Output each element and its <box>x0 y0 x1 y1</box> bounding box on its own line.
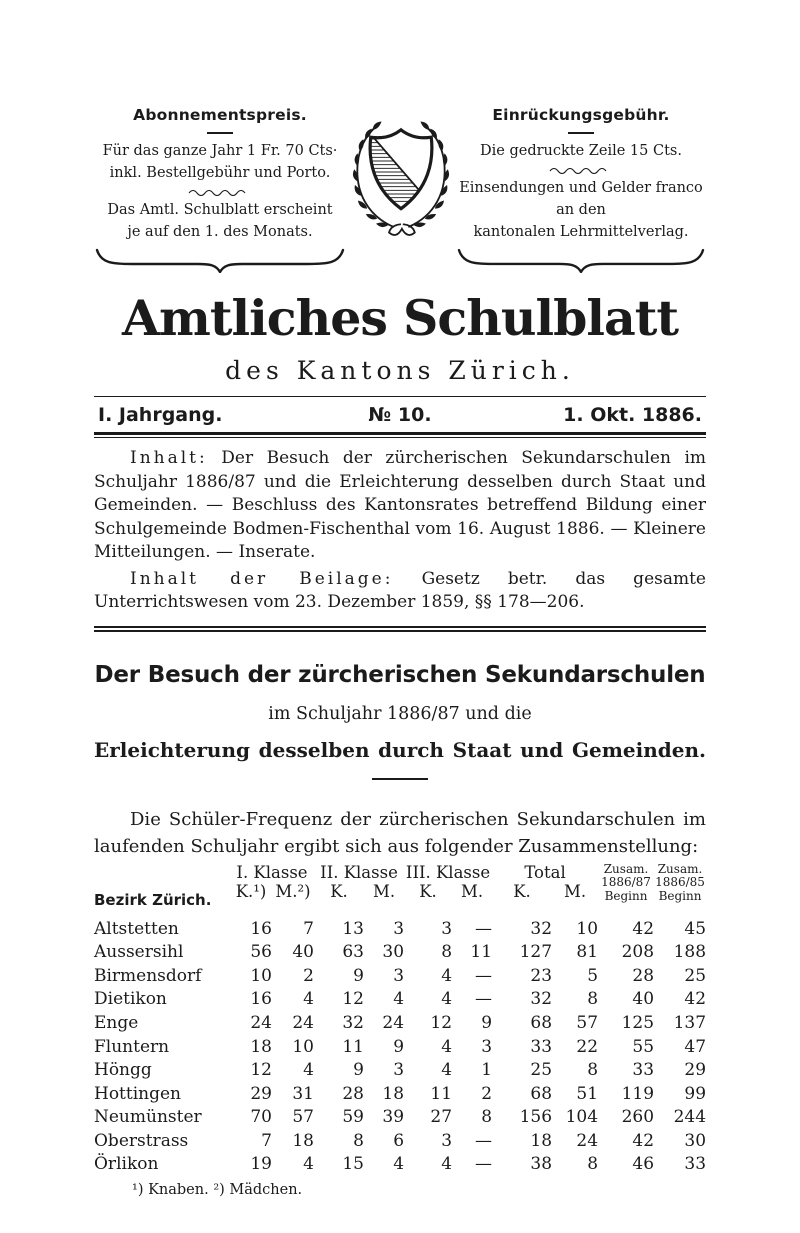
article-subhead: im Schuljahr 1886/87 und die <box>268 704 532 725</box>
cell-value: 125 <box>621 1012 655 1033</box>
cell-value: 9 <box>393 1036 405 1057</box>
table-header-row <box>94 863 706 882</box>
cell-value: 4 <box>441 1036 453 1057</box>
cell-value: 2 <box>481 1083 493 1104</box>
cell-value: 38 <box>530 1154 553 1175</box>
cell-value: 28 <box>342 1083 364 1104</box>
col-group-klasse2: II. Klasse <box>320 862 398 882</box>
cell-value: 3 <box>441 1130 453 1151</box>
district-name: Hottingen <box>94 1083 182 1104</box>
subheader-m3: M. <box>460 882 484 902</box>
cell-value: 22 <box>576 1036 599 1057</box>
cell-value: 16 <box>250 918 272 939</box>
subscription-line: Für das ganze Jahr 1 Fr. 70 Cts· <box>102 143 338 160</box>
cell-value: — <box>475 1154 493 1175</box>
cell-value: 13 <box>342 918 364 939</box>
subheader-m-total: M. <box>563 882 587 902</box>
cell-value: 99 <box>684 1083 707 1104</box>
cell-value: 156 <box>519 1107 553 1128</box>
subheader-k2: K. <box>330 882 348 902</box>
cell-value: 18 <box>382 1083 405 1104</box>
cell-value: 188 <box>673 942 707 963</box>
cell-value: 4 <box>441 989 453 1010</box>
table-row <box>94 1057 706 1081</box>
subheader-k-total: K. <box>513 882 531 902</box>
contents-text: Der Besuch der zürcherischen Sekundarschulen im Schuljahr 1886/87 und die Erleichterung desselben durch Staat und Gemeinden. — Beschluss des Kantonsrates betreffend Bildung einer Schulgemeinde Bodmen-Fischenthal vom 16. August 1886. — Kleinere Mitteilungen. — Inserate. <box>94 448 707 563</box>
insertion-fee-line: an den <box>556 201 606 218</box>
insertion-fee-line: Einsendungen und Gelder franco <box>459 180 703 196</box>
table-row <box>94 1009 706 1033</box>
cell-value: 4 <box>303 1060 314 1081</box>
table-row <box>94 1151 706 1175</box>
cell-value: — <box>475 918 493 939</box>
cell-value: 16 <box>250 989 272 1010</box>
cell-value: 12 <box>342 989 364 1010</box>
district-name: Fluntern <box>94 1036 170 1057</box>
cell-value: 30 <box>382 942 405 963</box>
cell-value: 39 <box>382 1107 405 1128</box>
cell-value: 25 <box>684 965 707 986</box>
cell-value: 4 <box>393 1154 405 1175</box>
subscription-title: Abonnementspreis. <box>133 106 307 124</box>
subheader-k3: K. <box>419 882 437 902</box>
district-name: Oberstrass <box>94 1130 189 1151</box>
subheader-m2: M. <box>372 882 396 902</box>
cell-value: 11 <box>342 1036 364 1057</box>
cell-value: 7 <box>261 1130 272 1151</box>
cell-value: 4 <box>303 1154 314 1175</box>
supplement-text: Gesetz betr. das gesamte Unterrichtswesen vom 23. Dezember 1859, §§ 178—206. <box>94 568 706 612</box>
insertion-fee-line: kantonalen Lehrmittelverlag. <box>473 223 689 240</box>
contents-block <box>94 438 706 624</box>
cell-value: 28 <box>632 965 655 986</box>
cell-value: 30 <box>684 1130 707 1151</box>
supplement-label: Inhalt der Beilage: <box>130 568 394 589</box>
cell-value: 57 <box>292 1107 314 1128</box>
short-rule <box>207 132 233 134</box>
cell-value: 4 <box>441 1154 453 1175</box>
cell-value: 56 <box>250 942 272 963</box>
cell-value: 10 <box>292 1036 314 1057</box>
table-row <box>94 986 706 1010</box>
underbrace <box>456 247 706 273</box>
masthead-info-row <box>94 104 706 273</box>
cell-value: 208 <box>621 942 655 963</box>
cell-value: 4 <box>393 989 405 1010</box>
cell-value: 33 <box>632 1060 655 1081</box>
cell-value: 3 <box>481 1036 493 1057</box>
cell-value: 10 <box>576 918 599 939</box>
subheader-m1: M.²) <box>275 882 311 902</box>
cell-value: 59 <box>342 1107 364 1128</box>
cell-value: 46 <box>632 1154 655 1175</box>
cell-value: 63 <box>342 942 364 963</box>
cell-value: 4 <box>303 989 314 1010</box>
dateline <box>94 397 706 432</box>
district-name: Aussersihl <box>94 942 184 963</box>
cell-value: 19 <box>250 1154 272 1175</box>
cell-value: 9 <box>353 965 364 986</box>
wavy-divider <box>187 188 253 196</box>
cell-value: 27 <box>430 1107 453 1128</box>
cell-value: 5 <box>587 965 599 986</box>
zurich-coat-of-arms <box>346 104 456 240</box>
article-headline: Der Besuch der zürcherischen Sekundarschulen <box>94 662 706 689</box>
issue-date: 1. Okt. 1886. <box>563 404 702 427</box>
cell-value: 244 <box>673 1107 707 1128</box>
cell-value: 7 <box>303 918 314 939</box>
cell-value: 4 <box>441 1060 453 1081</box>
cell-value: 32 <box>530 918 553 939</box>
cell-value: 55 <box>632 1036 655 1057</box>
paper-title: Amtliches Schulblatt <box>122 289 678 348</box>
cell-value: — <box>475 1130 493 1151</box>
cell-value: 8 <box>587 1060 599 1081</box>
underbrace <box>94 247 346 273</box>
col-group-klasse1: I. Klasse <box>236 862 308 882</box>
col-group-total: Total <box>524 862 566 882</box>
subscription-line: inkl. Bestellgebühr und Porto. <box>109 165 331 181</box>
cell-value: 24 <box>292 1012 314 1033</box>
short-rule <box>568 132 594 134</box>
cell-value: 127 <box>519 942 553 963</box>
cell-value: 24 <box>382 1012 405 1033</box>
district-name: Neumünster <box>94 1107 202 1128</box>
cell-value: 29 <box>250 1083 272 1104</box>
paper-subtitle: des Kantons Zürich. <box>225 356 575 386</box>
cell-value: 2 <box>303 965 314 986</box>
cell-value: 3 <box>441 918 453 939</box>
cell-value: 24 <box>250 1012 272 1033</box>
contents-paragraph <box>94 447 706 564</box>
subscription-line: je auf den 1. des Monats. <box>127 223 313 240</box>
cell-value: 1 <box>481 1060 493 1081</box>
cell-value: 81 <box>576 942 599 963</box>
cell-value: 25 <box>530 1060 553 1081</box>
subscription-line: Das Amtl. Schulblatt erscheint <box>107 201 333 218</box>
cell-value: 31 <box>292 1083 314 1104</box>
cell-value: 8 <box>441 942 453 963</box>
cell-value: 11 <box>430 1083 453 1104</box>
cell-value: 32 <box>342 1012 364 1033</box>
cell-value: 4 <box>441 965 453 986</box>
cell-value: 51 <box>576 1083 599 1104</box>
cell-value: 9 <box>353 1060 364 1081</box>
cell-value: 10 <box>250 965 272 986</box>
article-intro: Die Schüler-Frequenz der zürcherischen Sekundarschulen im laufenden Schuljahr ergibt sich aus folgender Zusammenstellung: <box>94 808 706 858</box>
article-subhead-bold: Erleichterung desselben durch Staat und Gemeinden. <box>94 738 706 763</box>
cell-value: 40 <box>292 942 314 963</box>
cell-value: 8 <box>587 1154 599 1175</box>
table-row <box>94 1127 706 1151</box>
cell-value: 68 <box>530 1012 553 1033</box>
cell-value: 70 <box>250 1107 272 1128</box>
cell-value: 8 <box>481 1107 493 1128</box>
cell-value: 119 <box>621 1083 655 1104</box>
double-rule <box>94 626 706 632</box>
table-row <box>94 962 706 986</box>
supplement-paragraph <box>94 568 706 615</box>
subscription-box <box>94 104 346 273</box>
cell-value: 42 <box>684 989 707 1010</box>
cell-value: 32 <box>530 989 553 1010</box>
wavy-divider <box>548 166 614 174</box>
cell-value: 33 <box>684 1154 707 1175</box>
cell-value: 18 <box>530 1130 553 1151</box>
col-zusam-1886-87: Zusam. 1886/87 Beginn <box>601 861 651 903</box>
district-name: Höngg <box>94 1060 152 1081</box>
frequency-table <box>94 863 706 1175</box>
table-row <box>94 1080 706 1104</box>
cell-value: 42 <box>632 1130 655 1151</box>
cell-value: 24 <box>576 1130 599 1151</box>
cell-value: 3 <box>393 918 405 939</box>
table-row <box>94 1104 706 1128</box>
table-footnote: ¹) Knaben. ²) Mädchen. <box>132 1182 303 1199</box>
cell-value: 40 <box>632 989 655 1010</box>
cell-value: 3 <box>393 965 405 986</box>
col-group-klasse3: III. Klasse <box>405 862 491 882</box>
cell-value: 18 <box>250 1036 272 1057</box>
cell-value: 104 <box>565 1107 599 1128</box>
insertion-fee-line: Die gedruckte Zeile 15 Cts. <box>480 143 682 160</box>
contents-label: Inhalt: <box>130 448 208 469</box>
cell-value: 8 <box>587 989 599 1010</box>
volume-label: I. Jahrgang. <box>98 404 223 427</box>
cell-value: 42 <box>632 918 655 939</box>
dateline-block <box>94 396 706 438</box>
cell-value: 47 <box>684 1036 707 1057</box>
cell-value: 6 <box>393 1130 405 1151</box>
insertion-fee-title: Einrückungsgebühr. <box>492 106 670 124</box>
col-zusam-1886-85: Zusam. 1886/85 Beginn <box>655 861 705 903</box>
cell-value: 9 <box>481 1012 493 1033</box>
district-name: Birmensdorf <box>94 965 202 986</box>
cell-value: 18 <box>292 1130 314 1151</box>
district-name: Dietikon <box>94 989 167 1010</box>
cell-value: 8 <box>353 1130 364 1151</box>
cell-value: 57 <box>576 1012 599 1033</box>
cell-value: 68 <box>530 1083 553 1104</box>
district-name: Örlikon <box>94 1154 159 1175</box>
cell-value: 12 <box>250 1060 272 1081</box>
table-row <box>94 1033 706 1057</box>
district-name: Altstetten <box>94 918 179 939</box>
cell-value: 137 <box>673 1012 707 1033</box>
cell-value: 12 <box>430 1012 453 1033</box>
issue-number: № 10. <box>368 404 432 427</box>
table-row <box>94 939 706 963</box>
cell-value: 15 <box>342 1154 364 1175</box>
cell-value: 23 <box>530 965 553 986</box>
district-name: Enge <box>94 1012 139 1033</box>
cell-value: 11 <box>470 942 493 963</box>
cell-value: 45 <box>684 918 707 939</box>
cell-value: 260 <box>621 1107 655 1128</box>
cell-value: 29 <box>684 1060 707 1081</box>
cell-value: — <box>475 965 493 986</box>
cell-value: 33 <box>530 1036 553 1057</box>
district-column-header: Bezirk Zürich. <box>94 890 212 909</box>
insertion-fee-box <box>456 104 706 273</box>
cell-value: — <box>475 989 493 1010</box>
short-rule <box>372 778 428 780</box>
subheader-k1: K.¹) <box>235 882 267 902</box>
cell-value: 3 <box>393 1060 405 1081</box>
